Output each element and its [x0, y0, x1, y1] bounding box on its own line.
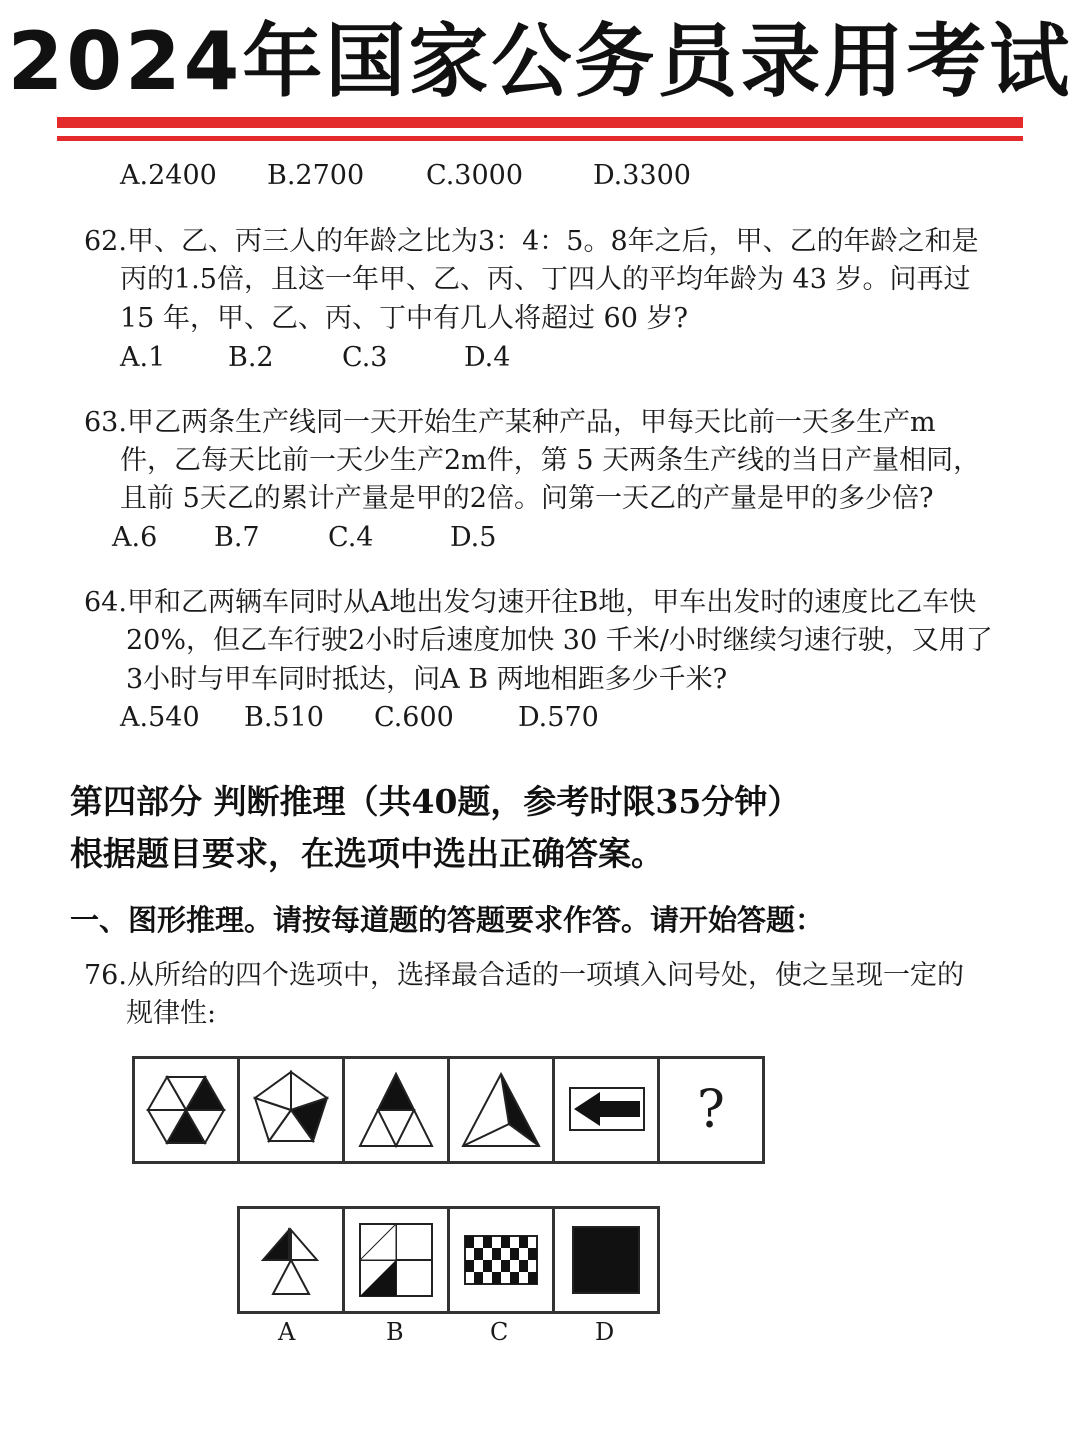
q61-option-d: D.3300: [593, 160, 691, 191]
q62-option-a: A.1: [120, 342, 166, 373]
figure-cell: [555, 1059, 660, 1161]
q64-option-d: D.570: [518, 702, 599, 733]
option-cell-a[interactable]: [240, 1209, 345, 1311]
q76-figure-row: [132, 1056, 765, 1164]
q62-option-d: D.4: [464, 342, 511, 373]
figure-cell: [240, 1059, 345, 1161]
q63-option-c: C.4: [328, 522, 374, 553]
q62-option-b: B.2: [228, 342, 274, 373]
q64-line: 64.甲和乙两辆车同时从A地出发匀速开往B地，甲车出发时的速度比乙车快: [84, 587, 977, 618]
quartered-square-icon: [350, 1214, 442, 1306]
triangle-split-icon: [455, 1064, 547, 1156]
question-mark: ?: [697, 1080, 725, 1140]
q64-option-b: B.510: [244, 702, 324, 733]
section-heading: 第四部分 判断推理（共40题，参考时限35分钟）: [70, 782, 801, 821]
q76-line: 76.从所给的四个选项中，选择最合适的一项填入问号处，使之呈现一定的: [84, 960, 964, 991]
q62-line: 15 年，甲、乙、丙、丁中有几人将超过 60 岁?: [120, 303, 688, 334]
hexagon-sectors-icon: [140, 1064, 232, 1156]
q64-option-c: C.600: [374, 702, 454, 733]
q63-option-d: D.5: [450, 522, 497, 553]
q64-line: 20%，但乙车行驶2小时后速度加快 30 千米/小时继续匀速行驶，又用了: [126, 625, 993, 656]
triangle-subdivided-icon: [350, 1064, 442, 1156]
section-subheading: 一、图形推理。请按每道题的答题要求作答。请开始答题：: [70, 903, 825, 937]
q63-line: 件，乙每天比前一天少生产2m件，第 5 天两条生产线的当日产量相同，: [120, 445, 981, 476]
title-rule-thick: [57, 117, 1023, 128]
q61-option-a: A.2400: [120, 160, 217, 191]
figure-cell: [135, 1059, 240, 1161]
q64-line: 3小时与甲车同时抵达，问A B 两地相距多少千米?: [126, 664, 728, 695]
q62-line: 62.甲、乙、丙三人的年龄之比为3：4：5。8年之后，甲、乙的年龄之和是: [84, 226, 979, 257]
filled-square-icon: [560, 1214, 652, 1306]
q63-option-a: A.6: [112, 522, 158, 553]
figure-cell: [345, 1059, 450, 1161]
q61-option-c: C.3000: [426, 160, 523, 191]
option-label-c: C: [490, 1318, 509, 1346]
q61-option-b: B.2700: [267, 160, 365, 191]
section-instruction: 根据题目要求，在选项中选出正确答案。: [70, 834, 664, 873]
q76-option-row: [237, 1206, 660, 1314]
option-cell-c[interactable]: [450, 1209, 555, 1311]
option-label-d: D: [595, 1318, 615, 1346]
pentagon-sectors-icon: [245, 1064, 337, 1156]
option-cell-b[interactable]: [345, 1209, 450, 1311]
checkerboard-icon: [455, 1214, 547, 1306]
q62-option-c: C.3: [342, 342, 388, 373]
three-triangles-icon: [245, 1214, 337, 1306]
q64-option-a: A.540: [120, 702, 200, 733]
option-label-a: A: [278, 1318, 296, 1346]
title-rule-thin: [57, 136, 1023, 141]
q63-line: 63.甲乙两条生产线同一天开始生产某种产品，甲每天比前一天多生产m: [84, 407, 936, 438]
figure-cell: [660, 1059, 762, 1161]
option-cell-d[interactable]: [555, 1209, 657, 1311]
q63-option-b: B.7: [214, 522, 260, 553]
option-label-b: B: [386, 1318, 404, 1346]
page-title: 2024年国家公务员录用考试: [7, 15, 1073, 108]
figure-cell: [450, 1059, 555, 1161]
q63-line: 且前 5天乙的累计产量是甲的2倍。问第一天乙的产量是甲的多少倍?: [120, 483, 934, 514]
q62-line: 丙的1.5倍，且这一年甲、乙、丙、丁四人的平均年龄为 43 岁。问再过: [120, 264, 971, 295]
q76-line: 规律性:: [126, 998, 217, 1029]
left-arrow-icon: [560, 1064, 652, 1156]
